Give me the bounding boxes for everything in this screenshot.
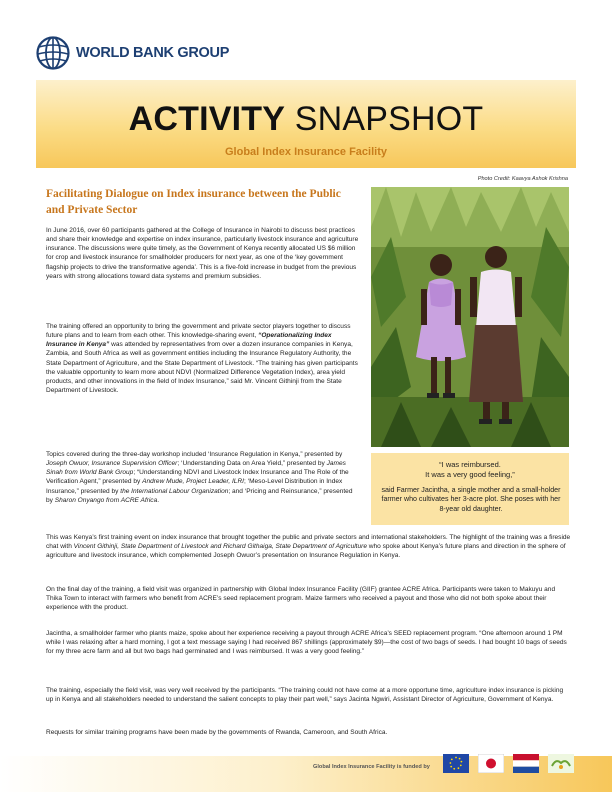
caption-quote: [371, 460, 569, 480]
paragraph-3-b: ; ‘Understanding Data on Area Yield,” presented by: [177, 460, 327, 468]
paragraph-2-a: The training offered an opportunity to bring the government and private sector players together to discuss future plans and to learn from each other. This knowledge-sharing event,: [46, 323, 351, 340]
presenter-1: Joseph Owuor, Insurance Supervision Officer: [46, 460, 178, 468]
photo-credit: Photo Credit: Kaavya Ashok Krishna: [477, 176, 568, 182]
caption-body: said Farmer Jacintha, a single mother and a small-holder farmer who cultivates her 3-acre plot. She poses with her 8-year old daughter.: [381, 486, 561, 513]
netherlands-flag-icon: [513, 754, 539, 773]
title-banner: [36, 80, 576, 168]
funded-by-label: Global Index Insurance Facility is funded by: [313, 764, 430, 770]
caption-quote-line2: It was a very good feeling,”: [425, 470, 515, 479]
title-rest: SNAPSHOT: [285, 100, 484, 138]
presenter-3: Andrew Mude, Project Leader, ILRI: [142, 478, 244, 486]
presenter-2: James Sinah from World Bank Group: [46, 460, 346, 477]
page-subtitle: Global Index Insurance Facility: [225, 146, 387, 158]
paragraph-3-c: ; “Understanding NDVI and Livestock Index Insurance and The Role of the Verification Agent,” presented by: [46, 469, 349, 486]
paragraph-4: [46, 533, 572, 560]
globe-icon: [36, 36, 70, 70]
world-bank-logo: [36, 36, 229, 70]
japan-flag-icon: [478, 754, 504, 773]
paragraph-8: Requests for similar training programs have been made by the governments of Rwanda, Cameroon, and South Africa.: [46, 729, 388, 736]
partner-logo-icon: [548, 754, 574, 773]
paragraph-4-b: who spoke about Kenya’s future plans and direction in the sphere of agriculture and livestock insurance, which complemented Joseph Owuor’s presentation on Insurance Regulation in Kenya.: [46, 543, 566, 560]
paragraph-3: [46, 450, 360, 505]
paragraph-6: Jacintha, a smallholder farmer who plants maize, spoke about her experience receiving a payout through ACRE Africa’s SEED replacement program. “One afternoon around 1 PM while I was relaxing after a hard morning, I got a text message saying I had received 867 shillings (approximately $9)—the cost of two bags of seeds. I had bought 10 bags of seeds for my three acre farm and all but two bags had germinated and I was reimbursed. It was a very good feeling.”: [46, 630, 567, 656]
title-bold: ACTIVITY: [128, 100, 286, 138]
caption-quote-line1: “I was reimbursed.: [439, 460, 501, 469]
farmer-photo-illustration: [371, 187, 569, 447]
org-name: WORLD BANK GROUP: [76, 45, 230, 61]
page-title: [36, 100, 576, 139]
paragraph-7: The training, especially the field visit, was very well received by the participants. “The training could not have come at a more opportune time, agriculture index insurance is picking up in Kenya and all stakeholders needed to understand the salient concepts to play their part well,” says Jacinta Ngwiri, Assistant Director of Agriculture, Government of Kenya.: [46, 687, 564, 704]
paragraph-2: [46, 322, 360, 395]
paragraph-5: On the final day of the training, a field visit was organized in partnership with Global Index Insurance Facility (GIIF) grantee ACRE Africa. Participants were taken to Makuyu and Thika Town to interact with farmers who benefit from ACRE’s seed replacement program. Maize farmers who received a payout and those who did not both spoke about their experience with the product.: [46, 586, 556, 612]
farmer-photo: [371, 187, 569, 447]
paragraph-3-e: ; and ‘Pricing and Reinsurance,” presented by: [46, 487, 353, 504]
eu-flag-icon: [443, 754, 469, 773]
paragraph-3-a: Topics covered during the three-day workshop included ‘Insurance Regulation in Kenya,” presented by: [46, 451, 343, 458]
fireside-speakers: Vincent Githinji, State Department of Livestock and Richard Githaiga, State Department of Agriculture: [73, 543, 367, 551]
article-heading: Facilitating Dialogue on Index insurance between the Public and Private Sector: [46, 188, 341, 216]
paragraph-3-f: .: [157, 496, 160, 504]
photo-caption: [371, 453, 569, 525]
paragraph-2-b: was attended by representatives from over a dozen insurance companies in Kenya, Zambia, and South Africa as well as government entities including the Insurance Regulatory Authority, the State Department of Agriculture, and the State Department of Livestock. “The training has given participants the valuable opportunity to learn more about NDVI (Normalized Difference Vegetation Index), area yield products, and other innovations in the field of Index Insurance,” said Mr. Vincent Githinji from the State Department of Livestock.: [46, 341, 358, 395]
paragraph-4-a: This was Kenya’s first training event on index insurance that brought together the public and private sectors and international stakeholders. The highlight of the training was a fireside chat with: [46, 534, 571, 551]
event-title: “Operationalizing Index Insurance in Kenya”: [46, 332, 332, 349]
presenter-5: Sharon Onyango from ACRE Africa: [54, 496, 158, 504]
presenter-4: the International Labour Organization: [120, 487, 229, 495]
paragraph-1: In June 2016, over 60 participants gathered at the College of Insurance in Nairobi to discuss best practices and share their knowledge and expertise on index insurance, particularly livestock insurance and agriculture insurance. The discussions were quite timely, as the Government of Kenya recently allocated US $6 million for crop and livestock insurance for smallholder producers for next year, as one of the ‘key government flagship projects to drive the transformative agenda’. This is a five-fold increase in budget from the previous years with strong allocations toward data systems and premium subsidies.: [46, 227, 359, 280]
paragraph-3-d: ; ‘Meso-Level Distribution in Index Insurance,” presented by: [46, 478, 343, 495]
